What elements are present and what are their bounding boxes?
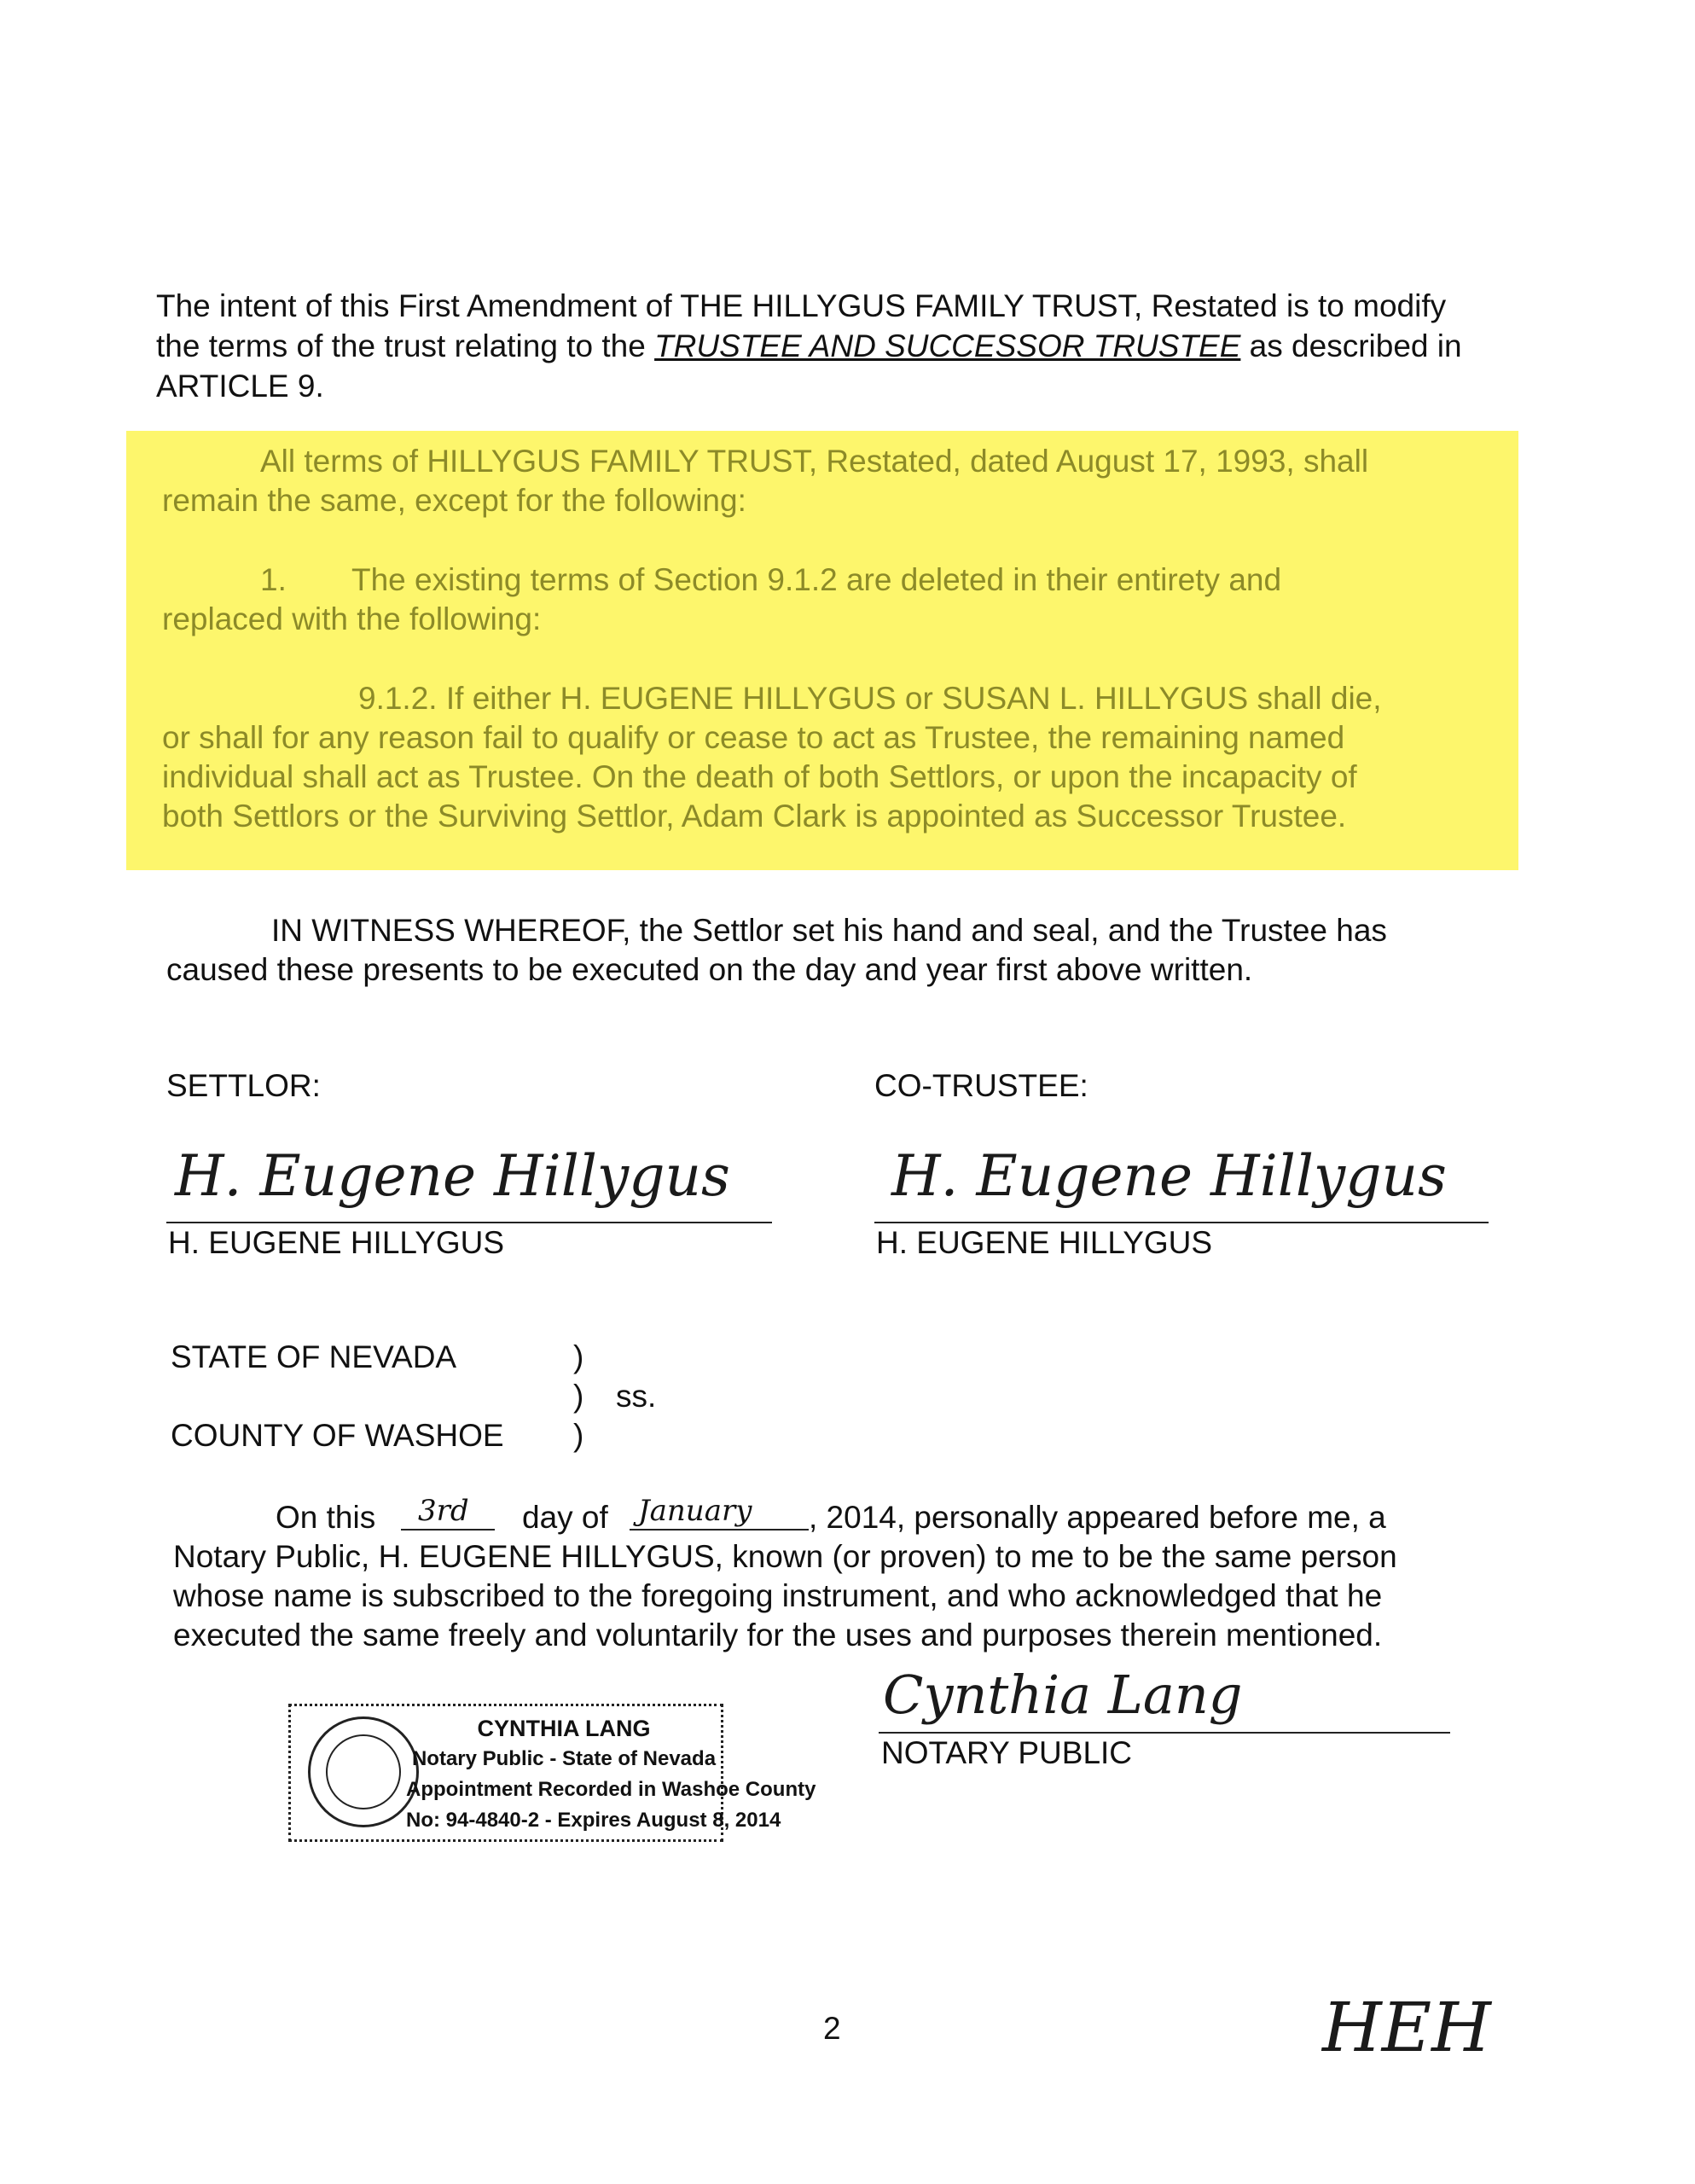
amendment-item-line2: replaced with the following: (162, 601, 542, 636)
venue-paren-2: ) (573, 1379, 584, 1414)
notary-stamp-text (406, 1713, 816, 1836)
venue-state: STATE OF NEVADA (171, 1339, 457, 1374)
amendment-sub-line3: individual shall act as Trustee. On the death of both Settlors, or upon the incapacity of (162, 759, 1357, 794)
amendment-para1-line1: All terms of HILLYGUS FAMILY TRUST, Restated, dated August 17, 1993, shall (260, 444, 1369, 479)
ack-line3: whose name is subscribed to the foregoing instrument, and who acknowledged that he (173, 1578, 1383, 1613)
settlor-label: SETTLOR: (166, 1068, 321, 1103)
ack-line2: Notary Public, H. EUGENE HILLYGUS, known (or proven) to me to be the same person (173, 1539, 1397, 1574)
page-number: 2 (823, 2011, 841, 2046)
venue-paren-1: ) (573, 1339, 584, 1374)
ack-month-line (630, 1529, 809, 1531)
ack-on-this: On this (276, 1500, 376, 1535)
cotrustee-signature: H. Eugene Hillygus (891, 1143, 1447, 1209)
ack-line4: executed the same freely and voluntarily for the uses and purposes therein mentioned. (173, 1618, 1383, 1653)
intro-emphasis: TRUSTEE AND SUCCESSOR TRUSTEE (654, 328, 1241, 363)
ack-day-of: day of (522, 1500, 608, 1535)
cotrustee-printed-name: H. EUGENE HILLYGUS (876, 1225, 1213, 1260)
state-seal-icon (308, 1716, 419, 1827)
amendment-sub-line4: both Settlors or the Surviving Settlor, Adam Clark is appointed as Successor Trustee. (162, 799, 1347, 834)
amendment-item-line1: The existing terms of Section 9.1.2 are deleted in their entirety and (351, 562, 1282, 597)
intro-paragraph (156, 286, 1487, 406)
ack-day-line (401, 1529, 495, 1531)
intro-tail: as described in ARTICLE 9. (156, 328, 1462, 404)
stamp-line-3: Appointment Recorded in Washoe County (406, 1778, 816, 1801)
amendment-para1-line2: remain the same, except for the following: (162, 483, 746, 518)
initials: HEH (1322, 1988, 1491, 2067)
notary-signature: Cynthia Lang (883, 1664, 1243, 1726)
settlor-printed-name: H. EUGENE HILLYGUS (168, 1225, 505, 1260)
amendment-sub-line2: or shall for any reason fail to qualify or cease to act as Trustee, the remaining named (162, 720, 1345, 755)
settlor-signature: H. Eugene Hillygus (175, 1143, 730, 1209)
venue-county: COUNTY OF WASHOE (171, 1418, 504, 1453)
venue-paren-3: ) (573, 1418, 584, 1453)
amendment-sub-line1: 9.1.2. If either H. EUGENE HILLYGUS or SUSAN L. HILLYGUS shall die, (358, 681, 1382, 716)
notary-public-label: NOTARY PUBLIC (881, 1735, 1133, 1770)
intro-text: The intent of this First Amendment of THE HILLYGUS FAMILY TRUST, Restated is to modify the terms of the trust relating to the (156, 288, 1447, 363)
ack-day-fill: 3rd (418, 1494, 469, 1528)
witness-line1: IN WITNESS WHEREOF, the Settlor set his hand and seal, and the Trustee has (271, 913, 1387, 948)
notary-stamp (288, 1704, 816, 1842)
stamp-line-2: Notary Public - State of Nevada (411, 1747, 717, 1770)
cotrustee-label: CO-TRUSTEE: (874, 1068, 1088, 1103)
amendment-item-number: 1. (260, 562, 287, 597)
venue-ss: ss. (616, 1379, 657, 1414)
stamp-line-4: No: 94-4840-2 - Expires August 8, 2014 (406, 1809, 781, 1832)
witness-line2: caused these presents to be executed on the day and year first above written. (166, 952, 1253, 987)
ack-line1-rest: , 2014, personally appeared before me, a (809, 1500, 1386, 1535)
ack-month-fill: January (638, 1494, 752, 1528)
stamp-notary-name: CYNTHIA LANG (477, 1716, 651, 1741)
